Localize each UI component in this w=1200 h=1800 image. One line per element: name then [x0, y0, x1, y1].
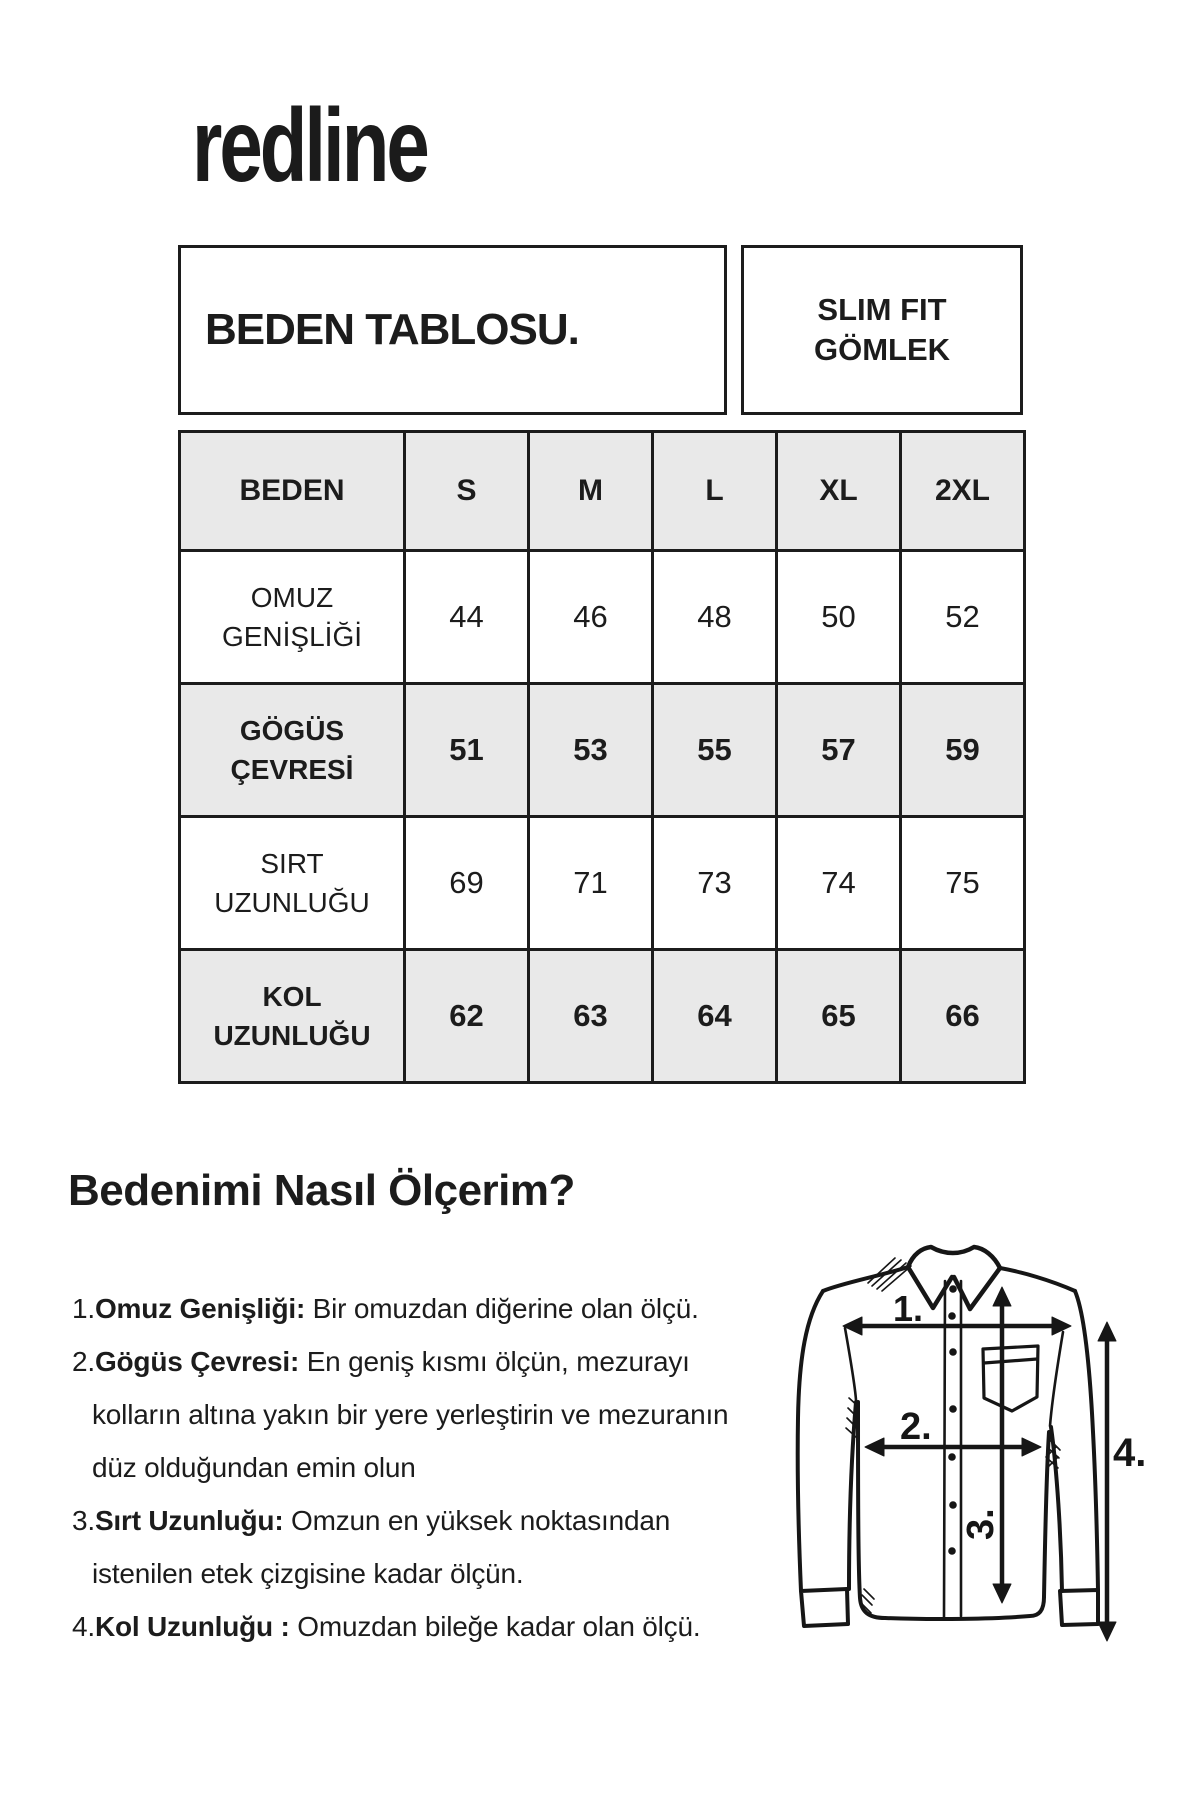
fit-label-box	[741, 245, 1023, 415]
item-number: 1.	[72, 1293, 95, 1324]
table-row-chest	[180, 684, 1025, 817]
table-row-sleeve-length	[180, 950, 1025, 1083]
row-label-sleeve-length	[180, 950, 405, 1083]
measure-section-heading: Bedenimi Nasıl Ölçerim?	[68, 1166, 575, 1215]
diagram-label-sleeve: 4.	[1113, 1431, 1147, 1475]
row-label-line: UZUNLUĞU	[214, 887, 370, 918]
cell-value: 71	[529, 817, 653, 950]
item-label: Gögüs Çevresi:	[94, 1346, 300, 1377]
col-header-m: M	[529, 432, 653, 551]
measure-item-sleeve	[72, 1600, 732, 1653]
item-label: Sırt Uzunluğu:	[94, 1505, 284, 1536]
col-header-xl: XL	[777, 432, 901, 551]
shoulder-width-arrow	[843, 1317, 1071, 1335]
chest-width-arrow	[865, 1438, 1041, 1456]
diagram-label-shoulder: 1.	[893, 1288, 924, 1329]
shirt-pocket	[983, 1346, 1038, 1411]
row-label-line: GENİŞLİĞİ	[221, 621, 363, 652]
size-table-title: BEDEN TABLOSU.	[205, 305, 579, 354]
size-table-header-row	[180, 432, 1025, 551]
shirt-measurement-diagram	[770, 1232, 1190, 1652]
row-label-chest	[180, 684, 405, 817]
cell-value: 62	[405, 950, 529, 1083]
cell-value: 48	[653, 551, 777, 684]
cell-value: 55	[653, 684, 777, 817]
cell-value: 59	[901, 684, 1025, 817]
item-label: Kol Uzunluğu :	[94, 1611, 290, 1642]
cell-value: 53	[529, 684, 653, 817]
cell-value: 73	[653, 817, 777, 950]
item-text: En geniş kısmı ölçün, mezurayı kolların altına yakın bir yere yerleştirin ve mezuranın düz olduğundan emin olun	[92, 1346, 729, 1483]
size-table-title-box	[178, 245, 727, 415]
cell-value: 50	[777, 551, 901, 684]
item-text: Bir omuzdan diğerine olan ölçü.	[305, 1293, 699, 1324]
row-label-line: KOL	[262, 981, 322, 1012]
row-label-shoulder-width	[180, 551, 405, 684]
cell-value: 51	[405, 684, 529, 817]
cell-value: 64	[653, 950, 777, 1083]
sleeve-length-arrow	[1098, 1322, 1116, 1641]
row-label-line: OMUZ	[250, 582, 334, 613]
item-number: 3.	[72, 1505, 95, 1536]
row-label-line: ÇEVRESİ	[230, 754, 354, 785]
cell-value: 44	[405, 551, 529, 684]
size-table	[178, 430, 1026, 1084]
measure-item-shoulder	[72, 1282, 732, 1335]
brand-logo: redline	[192, 88, 427, 204]
row-label-line: GÖGÜS	[239, 715, 345, 746]
row-label-back-length	[180, 817, 405, 950]
fit-label-line2: GÖMLEK	[813, 332, 951, 367]
diagram-label-back: 3.	[960, 1508, 1002, 1540]
measure-item-back	[72, 1494, 732, 1600]
cell-value: 75	[901, 817, 1025, 950]
item-label: Omuz Genişliği:	[94, 1293, 306, 1324]
cell-value: 74	[777, 817, 901, 950]
row-label-line: SIRT	[260, 848, 324, 879]
cell-value: 46	[529, 551, 653, 684]
cell-value: 69	[405, 817, 529, 950]
diagram-label-chest: 2.	[900, 1406, 932, 1448]
cell-value: 66	[901, 950, 1025, 1083]
cell-value: 57	[777, 684, 901, 817]
item-number: 2.	[72, 1346, 95, 1377]
cell-value: 65	[777, 950, 901, 1083]
table-row-back-length	[180, 817, 1025, 950]
measure-item-chest	[72, 1335, 732, 1494]
col-header-2xl: 2XL	[901, 432, 1025, 551]
cell-value: 63	[529, 950, 653, 1083]
col-header-l: L	[653, 432, 777, 551]
col-header-beden: BEDEN	[180, 432, 405, 551]
measure-instructions-list	[72, 1282, 732, 1653]
item-text: Omuzdan bileğe kadar olan ölçü.	[289, 1611, 701, 1642]
fit-label-line1: SLIM FIT	[817, 292, 947, 327]
sketch-hatching	[846, 1258, 1060, 1613]
item-text: Omzun en yüksek noktasından istenilen etek çizgisine kadar ölçün.	[92, 1505, 671, 1589]
table-row-shoulder-width	[180, 551, 1025, 684]
row-label-line: UZUNLUĞU	[213, 1020, 371, 1051]
item-number: 4.	[72, 1611, 95, 1642]
col-header-s: S	[405, 432, 529, 551]
cell-value: 52	[901, 551, 1025, 684]
